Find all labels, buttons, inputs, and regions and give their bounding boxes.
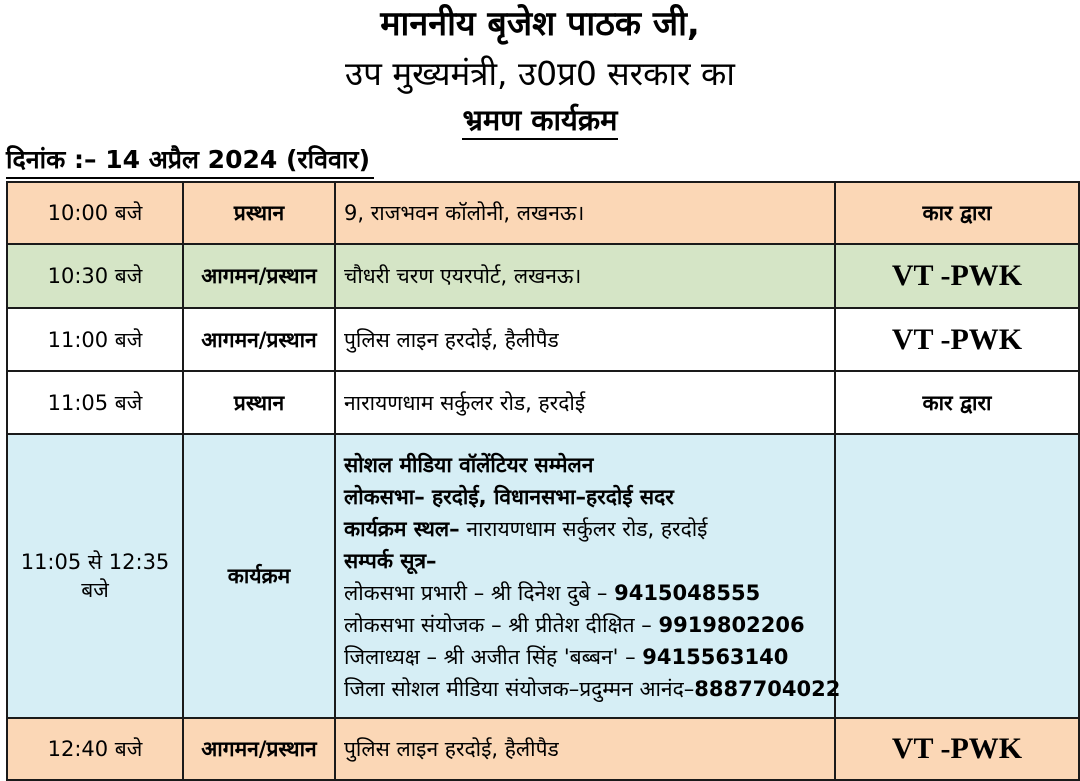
event-venue xyxy=(344,513,826,545)
program-heading xyxy=(0,100,1080,140)
contact-line xyxy=(344,609,826,641)
row-place: 9, राजभवन कॉलोनी, लखनऊ। xyxy=(335,182,835,244)
contact-phone: 9415048555 xyxy=(614,581,761,605)
contact-label: सम्पर्क सूत्र– xyxy=(344,549,437,573)
row-time: 12:40 बजे xyxy=(7,718,183,780)
row-travel-mode: कार द्वारा xyxy=(835,182,1079,244)
page-subtitle: उप मुख्यमंत्री, उ0प्र0 सरकार का xyxy=(345,54,735,93)
table-row xyxy=(7,308,1079,371)
contact-phone: 9415563140 xyxy=(642,645,789,669)
row-time: 11:05 बजे xyxy=(7,371,183,434)
row-place: पुलिस लाइन हरदोई, हैलीपैड xyxy=(335,308,835,371)
schedule-table xyxy=(6,181,1080,781)
contact-line xyxy=(344,577,826,609)
row-time: 10:30 बजे xyxy=(7,244,183,308)
schedule-date: दिनांक :– 14 अप्रैल 2024 (रविवार) xyxy=(6,143,374,179)
row-activity: कार्यक्रम xyxy=(183,434,335,718)
row-travel-mode: VT -PWK xyxy=(835,244,1079,308)
row-activity: प्रस्थान xyxy=(183,371,335,434)
row-time: 11:00 बजे xyxy=(7,308,183,371)
venue-text: नारायणधाम सर्कुलर रोड, हरदोई xyxy=(459,517,708,541)
contact-name: जिला सोशल मीडिया संयोजक–प्रदुम्मन आनंद– xyxy=(344,677,695,701)
row-travel-mode: VT -PWK xyxy=(835,718,1079,780)
program-heading-text: भ्रमण कार्यक्रम xyxy=(462,103,617,140)
row-activity: आगमन/प्रस्थान xyxy=(183,244,335,308)
contact-phone: 9919802206 xyxy=(658,613,805,637)
contact-name: लोकसभा संयोजक – श्री प्रीतेश दीक्षित – xyxy=(344,613,659,637)
table-row xyxy=(7,434,1079,718)
row-program-details xyxy=(335,434,841,718)
row-activity: आगमन/प्रस्थान xyxy=(183,308,335,371)
contact-phone: 8887704022 xyxy=(694,677,841,701)
table-row xyxy=(7,244,1079,308)
row-travel-mode: कार द्वारा xyxy=(835,371,1079,434)
row-activity: प्रस्थान xyxy=(183,182,335,244)
row-travel-mode: VT -PWK xyxy=(835,308,1079,371)
contact-line xyxy=(344,673,841,705)
table-row xyxy=(7,371,1079,434)
event-constituency: लोकसभा– हरदोई, विधानसभा–हरदोई सदर xyxy=(344,485,674,509)
page-title: माननीय बृजेश पाठक जी, xyxy=(380,4,700,44)
row-place: चौधरी चरण एयरपोर्ट, लखनऊ। xyxy=(335,244,835,308)
venue-label: कार्यक्रम स्थल– xyxy=(344,517,460,541)
event-name: सोशल मीडिया वॉलेंटियर सम्मेलन xyxy=(344,453,594,477)
contact-line xyxy=(344,641,826,673)
table-row xyxy=(7,182,1079,244)
contact-name: लोकसभा प्रभारी – श्री दिनेश दुबे – xyxy=(344,581,615,605)
row-travel-mode xyxy=(835,434,1079,718)
row-activity: आगमन/प्रस्थान xyxy=(183,718,335,780)
row-place: नारायणधाम सर्कुलर रोड, हरदोई xyxy=(335,371,835,434)
row-time: 10:00 बजे xyxy=(7,182,183,244)
row-place: पुलिस लाइन हरदोई, हैलीपैड xyxy=(335,718,835,780)
row-time: 11:05 से 12:35 बजे xyxy=(7,434,183,718)
program-details xyxy=(344,447,841,705)
contact-name: जिलाध्यक्ष – श्री अजीत सिंह 'बब्बन' – xyxy=(344,645,643,669)
